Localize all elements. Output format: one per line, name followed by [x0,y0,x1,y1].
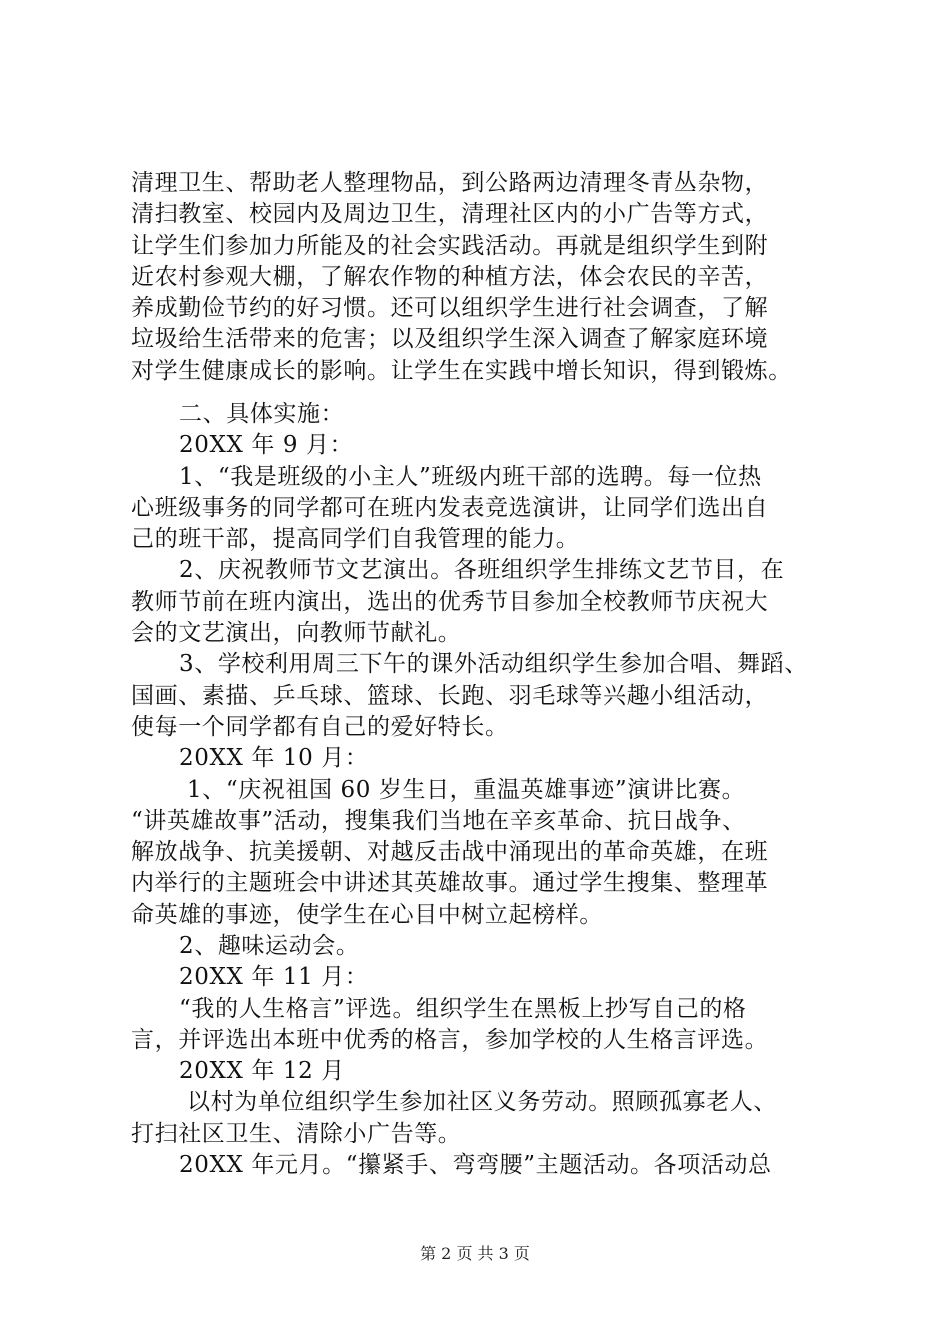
list-item-line: 2、趣味运动会。 [179,933,360,959]
list-item-line: 教师节前在班内演出，选出的优秀节目参加全校教师节庆祝大 [131,589,769,615]
list-item-line: 解放战争、抗美援朝、对越反击战中涌现出的革命英雄，在班 [131,839,769,865]
paragraph-line: 对学生健康成长的影响。让学生在实践中增长知识，得到锻炼。 [131,358,792,384]
section-heading: 二、具体实施： [179,401,345,427]
list-item-line: 心班级事务的同学都可在班内发表竞选演讲，让同学们选出自 [131,495,769,521]
list-item-line: 1、“庆祝祖国 60 岁生日，重温英雄事迹”演讲比赛。 [187,777,746,803]
list-item-line: 使每一个同学都有自己的爱好特长。 [131,714,509,740]
paragraph-line: 垃圾给生活带来的危害；以及组织学生深入调查了解家庭环境 [131,326,769,352]
list-item-line: 己的班干部，提高同学们自我管理的能力。 [131,526,580,552]
paragraph-line: 养成勤俭节约的好习惯。还可以组织学生进行社会调查，了解 [131,295,769,321]
list-item-line: 言，并评选出本班中优秀的格言，参加学校的人生格言评选。 [131,1027,769,1053]
paragraph-line: 近农村参观大棚，了解农作物的种植方法，体会农民的辛苦， [131,264,769,290]
list-item-line: 会的文艺演出，向教师节献礼。 [131,620,462,646]
month-heading-jan: 20XX 年元月。“攥紧手、弯弯腰”主题活动。各项活动总 [179,1152,772,1178]
list-item-line: 2、庆祝教师节文艺演出。各班组织学生排练文艺节目，在 [179,557,785,583]
list-item-line: 内举行的主题班会中讲述其英雄故事。通过学生搜集、整理革 [131,870,769,896]
list-item-line: 1、“我是班级的小主人”班级内班干部的选聘。每一位热 [179,464,762,490]
month-heading: 20XX 年 12 月 [179,1058,345,1084]
list-item-line: 3、学校利用周三下午的课外活动组织学生参加合唱、舞蹈、 [179,651,808,677]
list-item-line: 打扫社区卫生、清除小广告等。 [131,1121,462,1147]
paragraph-line: 清理卫生、帮助老人整理物品，到公路两边清理冬青丛杂物， [131,170,769,196]
paragraph-line: 清扫教室、校园内及周边卫生，清理社区内的小广告等方式， [131,201,769,227]
list-item-line: 以村为单位组织学生参加社区义务劳动。照顾孤寡老人、 [187,1089,777,1115]
paragraph-line: 让学生们参加力所能及的社会实践活动。再就是组织学生到附 [131,233,769,259]
month-heading: 20XX 年 11 月： [179,964,369,990]
list-item-line: 命英雄的事迹，使学生在心目中树立起榜样。 [131,902,603,928]
list-item-line: “讲英雄故事”活动，搜集我们当地在辛亥革命、抗日战争、 [131,808,746,834]
month-heading: 20XX 年 10 月： [179,745,369,771]
list-item-line: “我的人生格言”评选。组织学生在黑板上抄写自己的格 [179,996,747,1022]
list-item-line: 国画、素描、乒乓球、篮球、长跑、羽毛球等兴趣小组活动， [131,683,769,709]
page-footer: 第 2 页 共 3 页 [420,1244,530,1263]
month-heading: 20XX 年 9 月： [179,432,354,458]
